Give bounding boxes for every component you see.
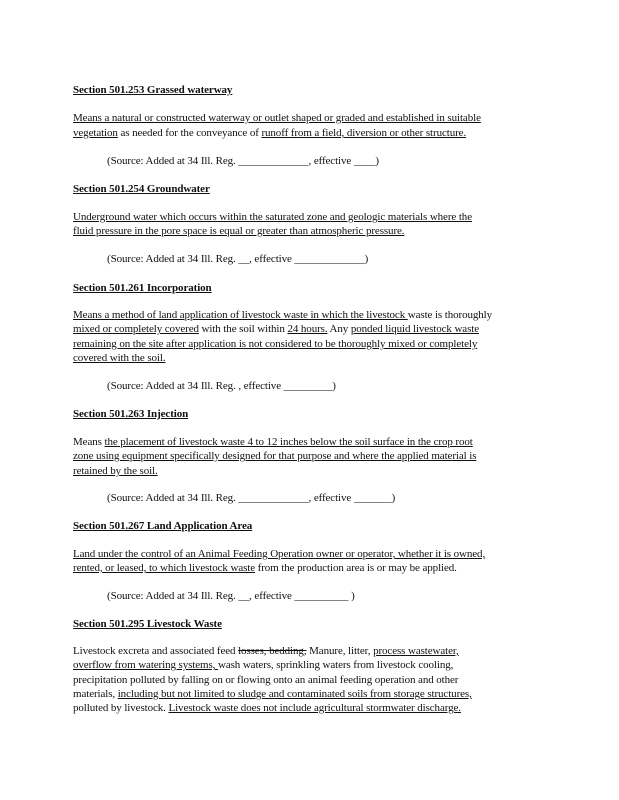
inserted-text: runoff bbox=[261, 127, 289, 139]
inserted-text: Land under the control of an Animal Feeding Operation owner or operator, whether it is owned, bbox=[73, 548, 486, 560]
inserted-text: outlet shaped or graded and established in suitable bbox=[264, 112, 481, 124]
inserted-text: remaining on the site after application is not considered to be thoroughly mixed or completely bbox=[73, 338, 478, 350]
inserted-text: retained by the soil. bbox=[73, 465, 158, 477]
body-line bbox=[73, 127, 466, 140]
body-line bbox=[73, 225, 404, 238]
text-run: Means bbox=[73, 436, 105, 448]
section-heading: Section 501.295 Livestock Waste bbox=[73, 618, 222, 630]
source-note: (Source: Added at 34 Ill. Reg. _____________, effective ____) bbox=[107, 155, 379, 167]
section-heading: Section 501.263 Injection bbox=[73, 408, 189, 420]
inserted-text: zone using equipment specifically designed for that purpose and where the applied material is bbox=[73, 450, 477, 462]
deleted-text: losses, bedding, bbox=[238, 645, 307, 657]
inserted-text: overflow from watering systems, bbox=[73, 659, 218, 671]
inserted-text: including but not limited to sludge and contaminated soils from storage structures, bbox=[117, 688, 472, 700]
text-run: precipitation polluted by falling on or flowing onto an animal feeding operation and other bbox=[73, 674, 459, 686]
text-run: Manure, litter, bbox=[306, 645, 374, 657]
body-line bbox=[73, 674, 458, 687]
body-line bbox=[73, 450, 476, 463]
body-line bbox=[73, 352, 166, 365]
inserted-text: from a field, diversion or other structure. bbox=[288, 127, 467, 139]
inserted-text: process wastewater, bbox=[373, 645, 459, 657]
text-run: with the soil within bbox=[198, 323, 288, 335]
body-line bbox=[73, 702, 461, 715]
body-line bbox=[73, 645, 459, 658]
inserted-text: ponded liquid livestock waste bbox=[350, 323, 480, 335]
section-heading: Section 501.261 Incorporation bbox=[73, 282, 212, 294]
body-line bbox=[73, 562, 457, 575]
body-line bbox=[73, 465, 158, 478]
body-line bbox=[73, 323, 479, 336]
inserted-text: covered with the soil. bbox=[73, 352, 166, 364]
inserted-text: fluid pressure in the pore space is equal or greater than atmospheric pressure. bbox=[73, 225, 405, 237]
body-line bbox=[73, 548, 485, 561]
inserted-text: mixed or completely covered bbox=[73, 323, 199, 335]
body-line bbox=[73, 436, 473, 449]
text-run: materials, bbox=[73, 688, 118, 700]
text-run: from the production area is or may be applied. bbox=[255, 562, 457, 574]
text-run: Any bbox=[327, 323, 351, 335]
inserted-text: Underground water which occurs within the saturated zone and geologic materials where the bbox=[73, 211, 472, 223]
inserted-text: Means a method of land application of livestock bbox=[73, 309, 284, 321]
text-run: as needed for the conveyance of bbox=[117, 127, 262, 139]
source-note: (Source: Added at 34 Ill. Reg. __, effective _____________) bbox=[107, 253, 369, 265]
source-note: (Source: Added at 34 Ill. Reg. _____________, effective _______) bbox=[107, 492, 396, 504]
inserted-text: rented, or leased, to which livestock waste bbox=[73, 562, 256, 574]
text-run: wash waters, sprinkling waters from livestock cooling, bbox=[217, 659, 454, 671]
inserted-text: 24 hours. bbox=[287, 323, 328, 335]
text-run: Livestock excreta and associated feed bbox=[73, 645, 239, 657]
body-line bbox=[73, 112, 481, 125]
section-heading: Section 501.253 Grassed waterway bbox=[73, 84, 233, 96]
body-line bbox=[73, 211, 472, 224]
text-run: polluted by livestock. bbox=[73, 702, 169, 714]
inserted-text: waste in which the livestock bbox=[283, 309, 408, 321]
body-line bbox=[73, 309, 492, 322]
source-note: (Source: Added at 34 Ill. Reg. , effective _________) bbox=[107, 380, 336, 392]
body-line bbox=[73, 659, 453, 672]
body-line bbox=[73, 338, 477, 351]
inserted-text: Livestock waste does not include agricultural stormwater discharge. bbox=[168, 702, 461, 714]
inserted-text: Means a natural or constructed waterway or bbox=[73, 112, 265, 124]
section-heading: Section 501.267 Land Application Area bbox=[73, 520, 253, 532]
inserted-text: vegetation bbox=[73, 127, 118, 139]
source-note: (Source: Added at 34 Ill. Reg. __, effective __________ ) bbox=[107, 590, 355, 602]
body-line bbox=[73, 688, 472, 701]
inserted-text: the placement of livestock waste 4 to 12 inches below the soil surface in the crop root bbox=[104, 436, 473, 448]
text-run: waste is thoroughly bbox=[407, 309, 493, 321]
section-heading: Section 501.254 Groundwater bbox=[73, 183, 210, 195]
